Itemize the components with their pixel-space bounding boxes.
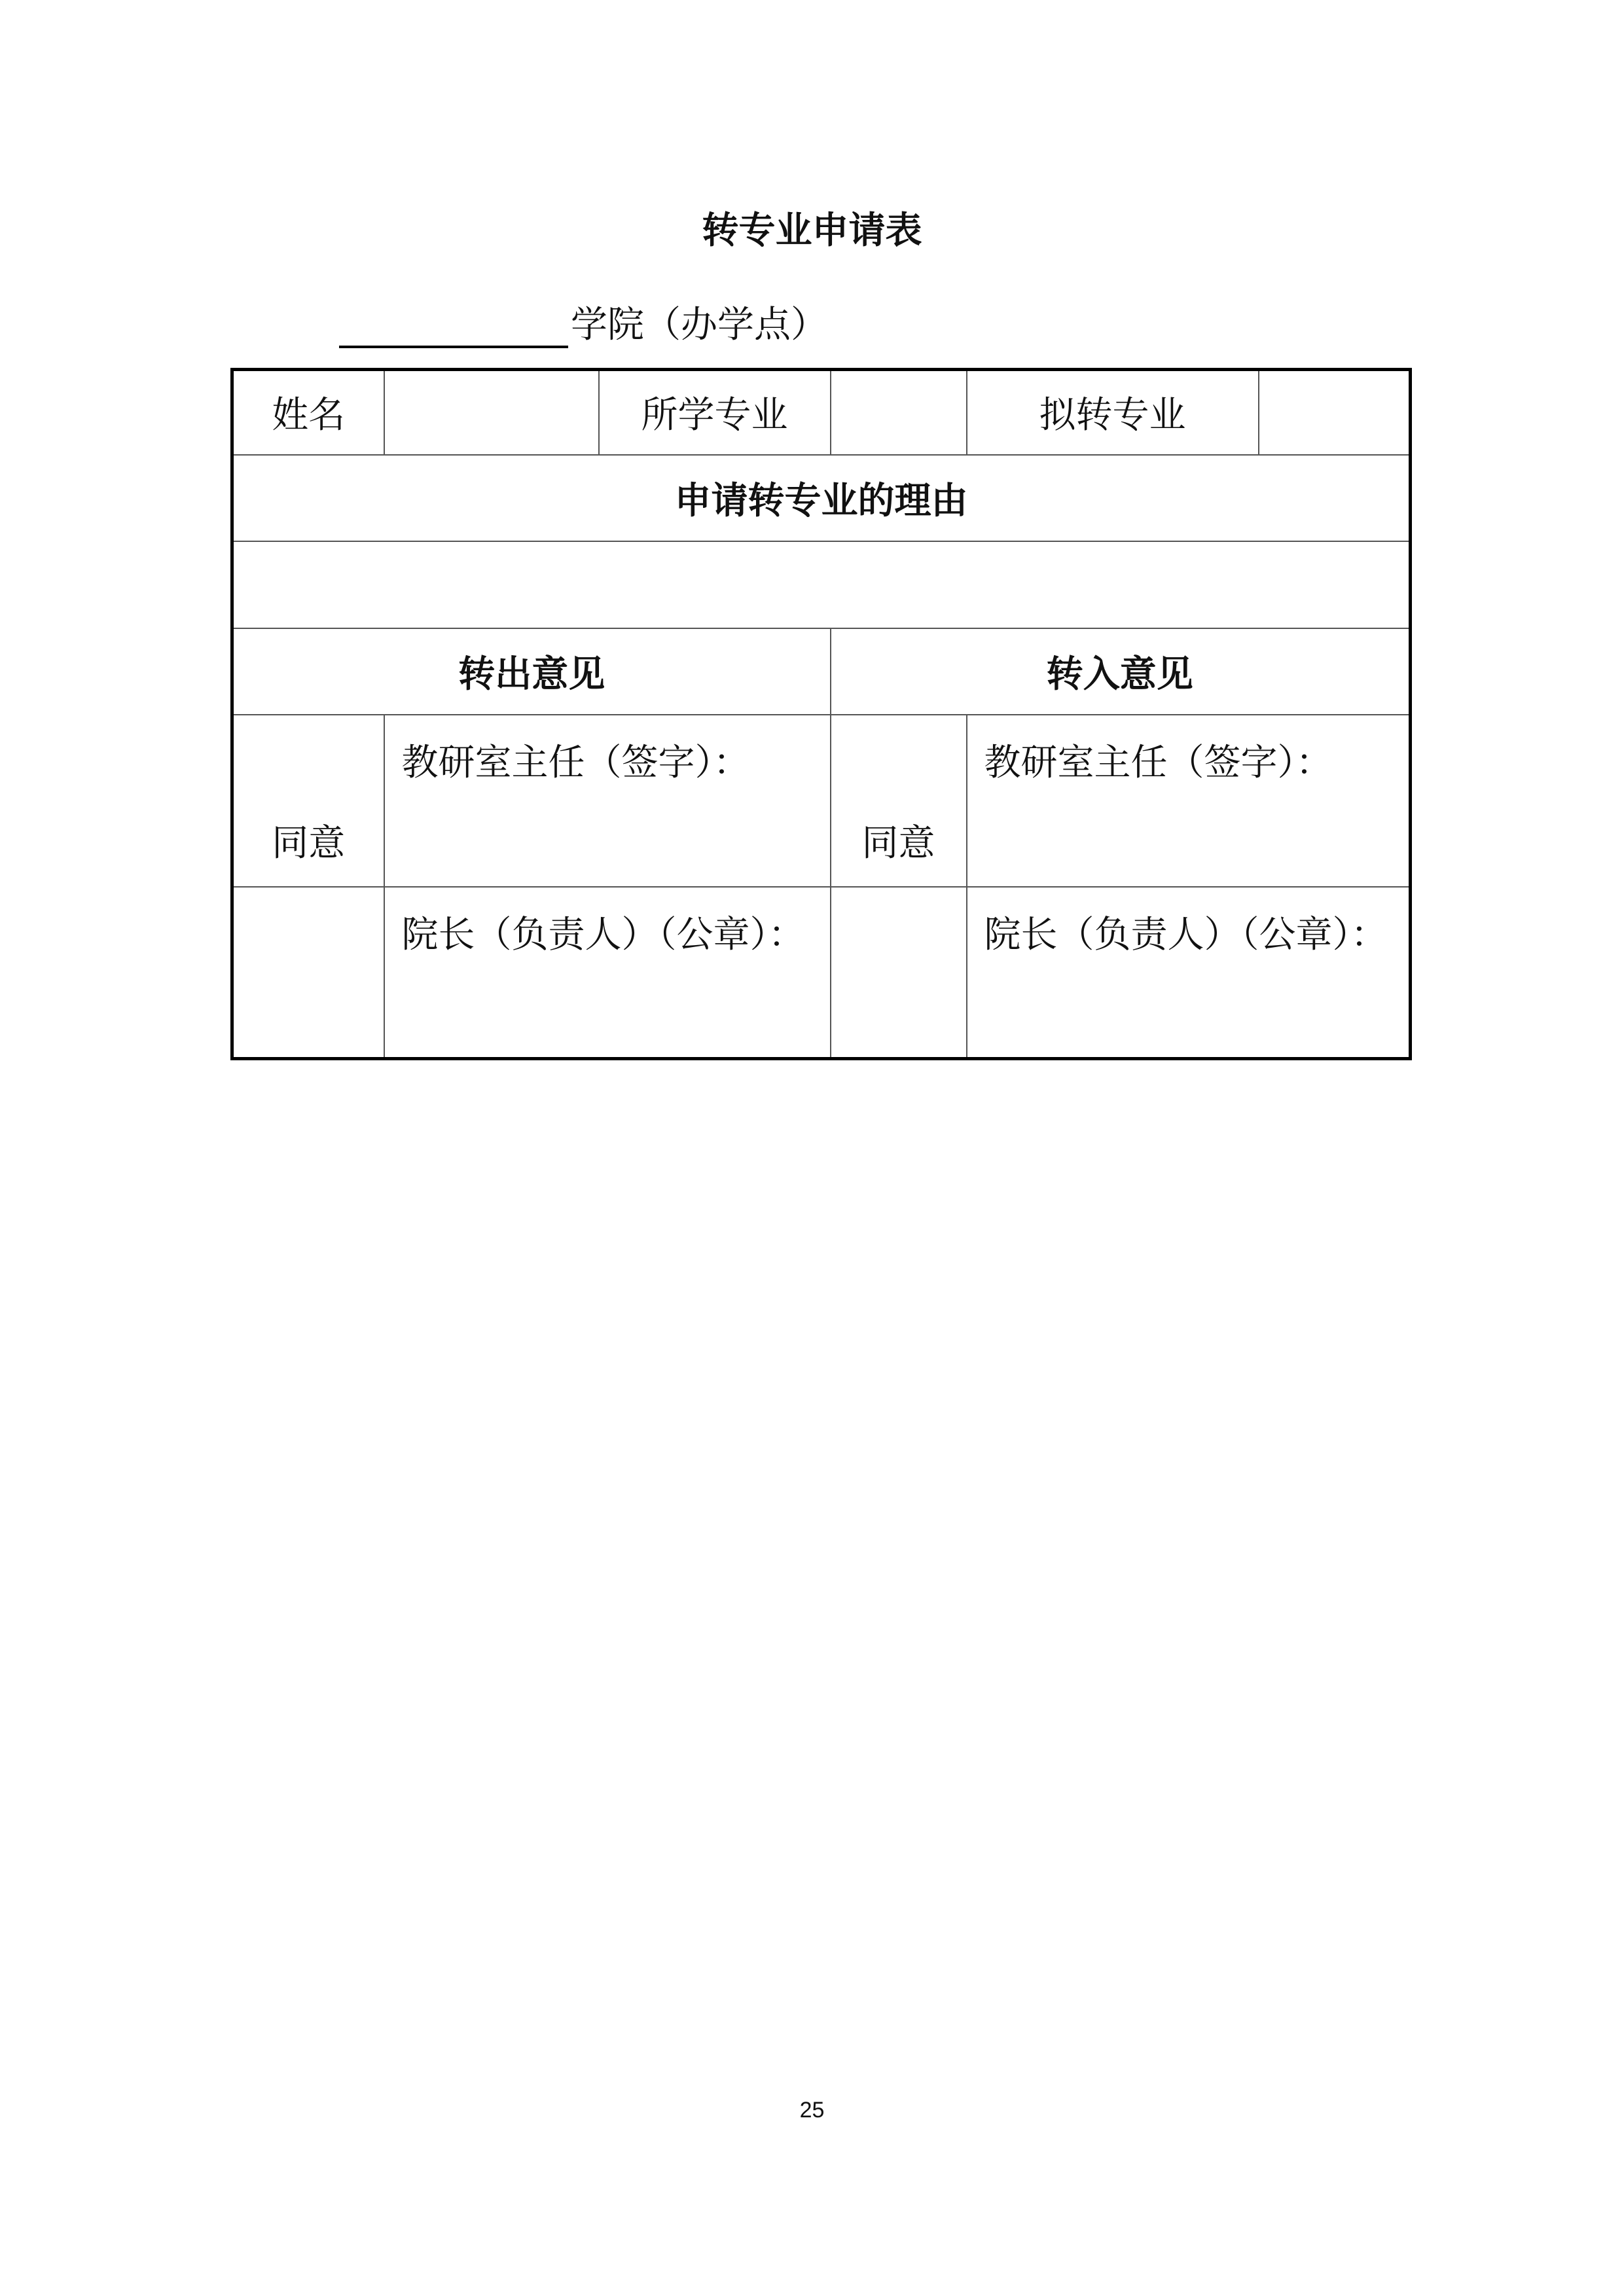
current-major-label: 所学专业	[599, 370, 831, 455]
name-field[interactable]	[384, 370, 599, 455]
in-dean-seal[interactable]: 院长（负责人）（公章）：	[967, 887, 1411, 1059]
in-agree-label: 同意	[831, 715, 967, 887]
out-dean-seal[interactable]: 院长（负责人）（公章）：	[384, 887, 831, 1059]
application-table	[230, 368, 1412, 1060]
out-dept-head-signature[interactable]: 教研室主任（签字）：	[384, 715, 831, 887]
form-title: 转专业申请表	[702, 209, 922, 252]
transfer-in-header: 转入意见	[831, 628, 1411, 715]
college-line	[339, 296, 827, 348]
dean-row	[232, 887, 1411, 1059]
transfer-out-header: 转出意见	[232, 628, 831, 715]
reason-field[interactable]	[232, 541, 1411, 628]
reason-header: 申请转专业的理由	[232, 455, 1411, 541]
college-blank-field[interactable]	[339, 298, 568, 348]
out-dean-blank[interactable]	[232, 887, 384, 1059]
college-label: 学院（办学点）	[571, 304, 827, 346]
target-major-field[interactable]	[1259, 370, 1411, 455]
opinion-header-row	[232, 628, 1411, 715]
page-number: 25	[799, 2098, 825, 2123]
in-dept-head-signature[interactable]: 教研室主任（签字）：	[967, 715, 1411, 887]
dept-head-row	[232, 715, 1411, 887]
in-dean-blank[interactable]	[831, 887, 967, 1059]
out-agree-label: 同意	[232, 715, 384, 887]
name-label: 姓名	[232, 370, 384, 455]
target-major-label: 拟转专业	[967, 370, 1259, 455]
reason-header-row	[232, 455, 1411, 541]
reason-row	[232, 541, 1411, 628]
info-row	[232, 370, 1411, 455]
current-major-field[interactable]	[831, 370, 967, 455]
